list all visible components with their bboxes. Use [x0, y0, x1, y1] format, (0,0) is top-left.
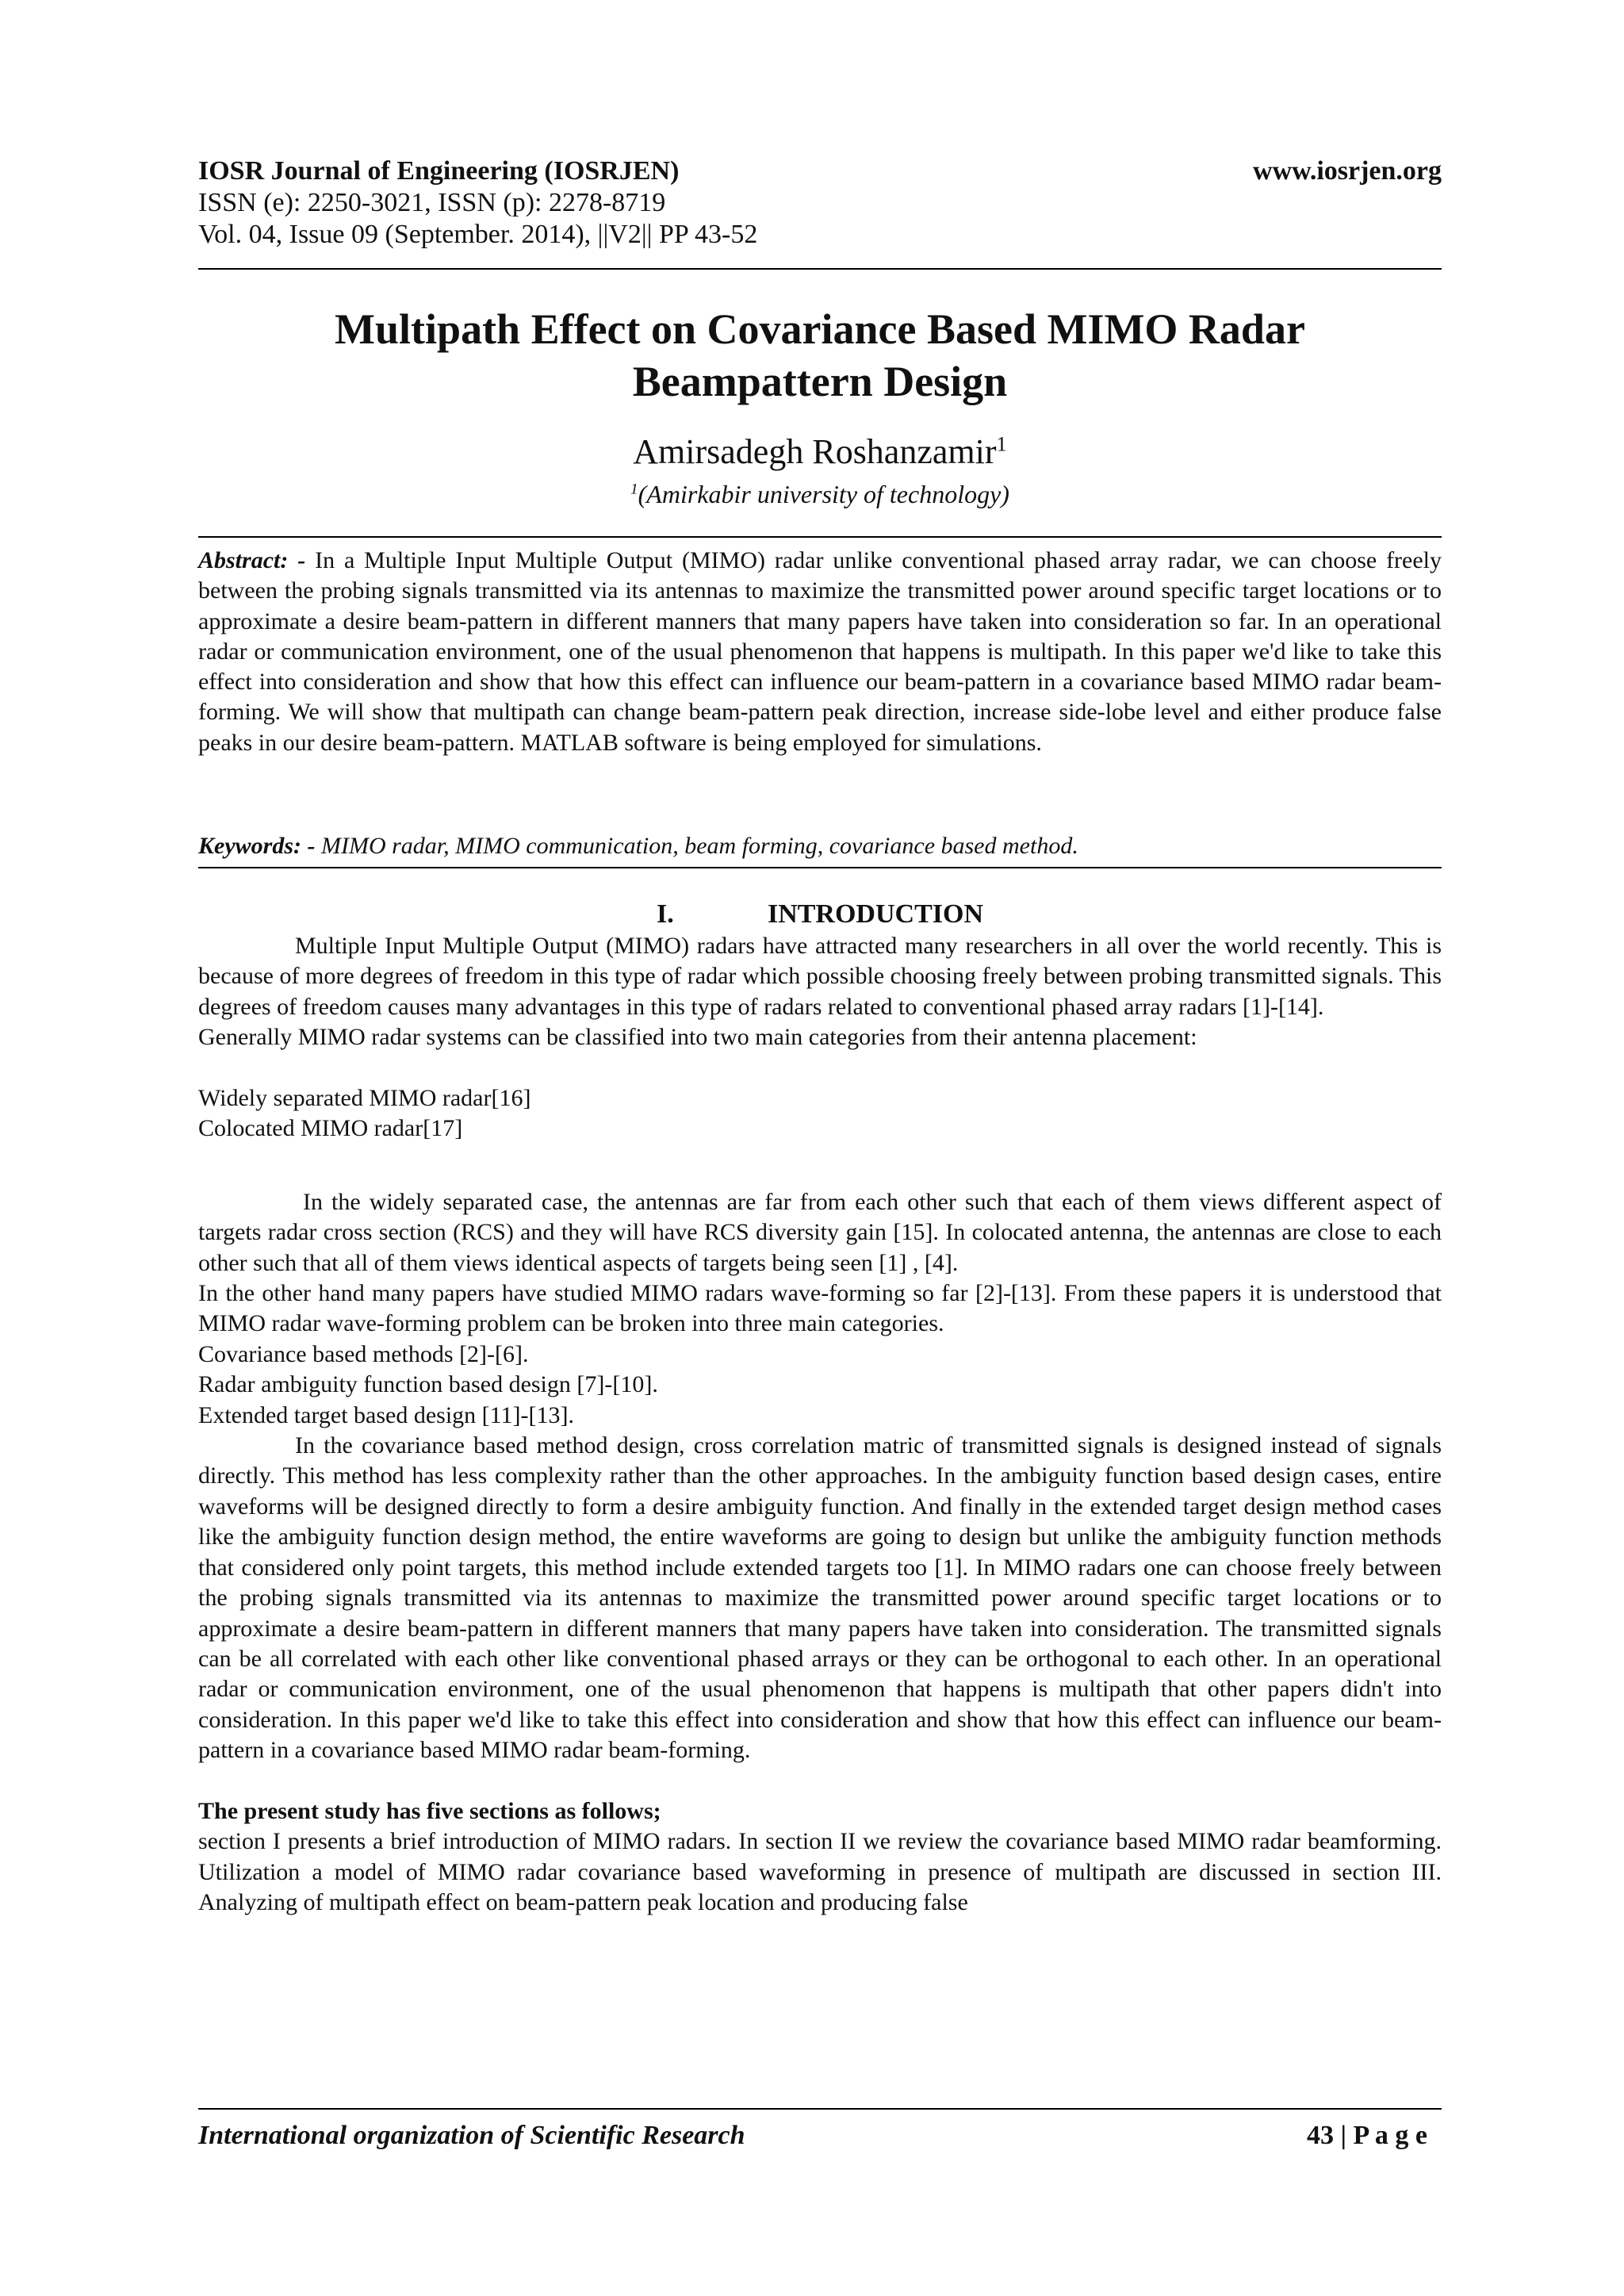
- list-item-widely-separated: Widely separated MIMO radar[16]: [198, 1085, 531, 1112]
- volume-line: Vol. 04, Issue 09 (September. 2014), ||V2|| PP 43-52: [198, 220, 758, 249]
- footer-page-number: 43 | P a g e: [1307, 2121, 1427, 2150]
- abstract-top-rule: [198, 536, 1442, 538]
- issn-line: ISSN (e): 2250-3021, ISSN (p): 2278-8719: [198, 188, 666, 217]
- list-item-extended-target: Extended target based design [11]-[13].: [198, 1401, 575, 1428]
- section-heading-introduction: [198, 899, 1442, 930]
- journal-header: [198, 155, 1442, 251]
- section-title: INTRODUCTION: [767, 899, 984, 929]
- author-affiliation: [198, 479, 1442, 509]
- abstract-text: In a Multiple Input Multiple Output (MIMO) radar unlike conventional phased array radar, we can choose freely between the probing signals transmitted via its antennas to maximize the transmitted power around specific target locations or to approximate a desire beam-pattern in different manners that many papers have taken into consideration so far. In an operational radar or communication environment, one of the usual phenomenon that happens is multipath. In this paper we'd like to take this effect into consideration and show that how this effect can influence our beam-pattern in a covariance based MIMO radar beam-forming. We will show that multipath can change beam-pattern peak direction, increase side-lobe level and either produce false peaks in our desire beam-pattern. MATLAB software is being employed for simulations.: [198, 547, 1442, 756]
- intro-paragraph-1: Multiple Input Multiple Output (MIMO) radars have attracted many researchers in all over the world recently. This is because of more degrees of freedom in this type of radar which possible choosing freely between probing transmitted signals. This degrees of freedom causes many advantages in this type of radars related to conventional phased array radars [1]-[14].: [198, 933, 1442, 1020]
- intro-paragraph-2: Generally MIMO radar systems can be classified into two main categories from their antenna placement:: [198, 1024, 1197, 1051]
- author-name: [198, 431, 1442, 473]
- section-number: I.: [656, 899, 674, 929]
- journal-name: IOSR Journal of Engineering (IOSRJEN): [198, 156, 680, 186]
- title-line-2: Beampattern Design: [632, 358, 1008, 405]
- intro-paragraph-5: In the covariance based method design, cross correlation matric of transmitted signals is designed instead of signals directly. This method has less complexity rather than the other approaches. In the ambiguity function based design cases, entire waveforms will be designed directly to form a desire ambiguity function. And finally in the extended target design method cases like the ambiguity function design method, the entire waveforms are going to design but unlike the ambiguity function methods that considered only point targets, this method include extended targets too [1]. In MIMO radars one can choose freely between the probing signals transmitted via its antennas to maximize the transmitted power around specific target locations or to approximate a desire beam-pattern in different manners that many papers have taken into consideration. The transmitted signals can be all correlated with each other like conventional phased arrays or they can be orthogonal to each other. In an operational radar or communication environment, one of the usual phenomenon that happens is multipath that other papers didn't into consideration. In this paper we'd like to take this effect into consideration and show that how this effect can influence our beam-pattern in a covariance based MIMO radar beam-forming.: [198, 1432, 1442, 1764]
- title-line-1: Multipath Effect on Covariance Based MIMO Radar: [335, 305, 1305, 353]
- keywords-block: [198, 831, 1442, 861]
- abstract-label: Abstract: -: [198, 547, 306, 573]
- list-item-colocated: Colocated MIMO radar[17]: [198, 1115, 463, 1142]
- intro-paragraph-6: section I presents a brief introduction of MIMO radars. In section II we review the covariance based MIMO radar beamforming. Utilization a model of MIMO radar covariance based waveforming in presence of multipath are discussed in section III. Analyzing of multipath effect on beam-pattern peak location and producing false: [198, 1828, 1442, 1916]
- author-text: Amirsadegh Roshanzamir: [633, 432, 997, 471]
- study-sections-heading: The present study has five sections as follows;: [198, 1797, 661, 1824]
- journal-website-link[interactable]: www.iosrjen.org: [1253, 156, 1442, 186]
- intro-paragraph-3: In the widely separated case, the antennas are far from each other such that each of them views different aspect of targets radar cross section (RCS) and they will have RCS diversity gain [15]. In colocated antenna, the antennas are close to each other such that all of them views identical aspects of targets being seen [1] , [4].: [198, 1188, 1442, 1276]
- keywords-text: MIMO radar, MIMO communication, beam forming, covariance based method.: [320, 833, 1078, 859]
- introduction-body: [198, 931, 1442, 1918]
- header-rule: [198, 268, 1442, 270]
- paper-title: [198, 303, 1442, 408]
- list-item-covariance: Covariance based methods [2]-[6].: [198, 1340, 529, 1367]
- page-footer: [198, 2120, 1442, 2152]
- keywords-rule: [198, 867, 1442, 868]
- list-item-ambiguity: Radar ambiguity function based design [7]-[10].: [198, 1371, 658, 1398]
- affiliation-superscript: 1: [630, 481, 638, 498]
- footer-rule: [198, 2108, 1442, 2110]
- footer-organization: International organization of Scientific Research: [198, 2121, 745, 2150]
- keywords-label: Keywords: -: [198, 833, 316, 859]
- affiliation-text: (Amirkabir university of technology): [638, 480, 1009, 508]
- intro-paragraph-4: In the other hand many papers have studied MIMO radars wave-forming so far [2]-[13]. From these papers it is understood that MIMO radar wave-forming problem can be broken into three main categories.: [198, 1280, 1442, 1337]
- abstract-block: [198, 546, 1442, 758]
- author-superscript: 1: [996, 431, 1007, 456]
